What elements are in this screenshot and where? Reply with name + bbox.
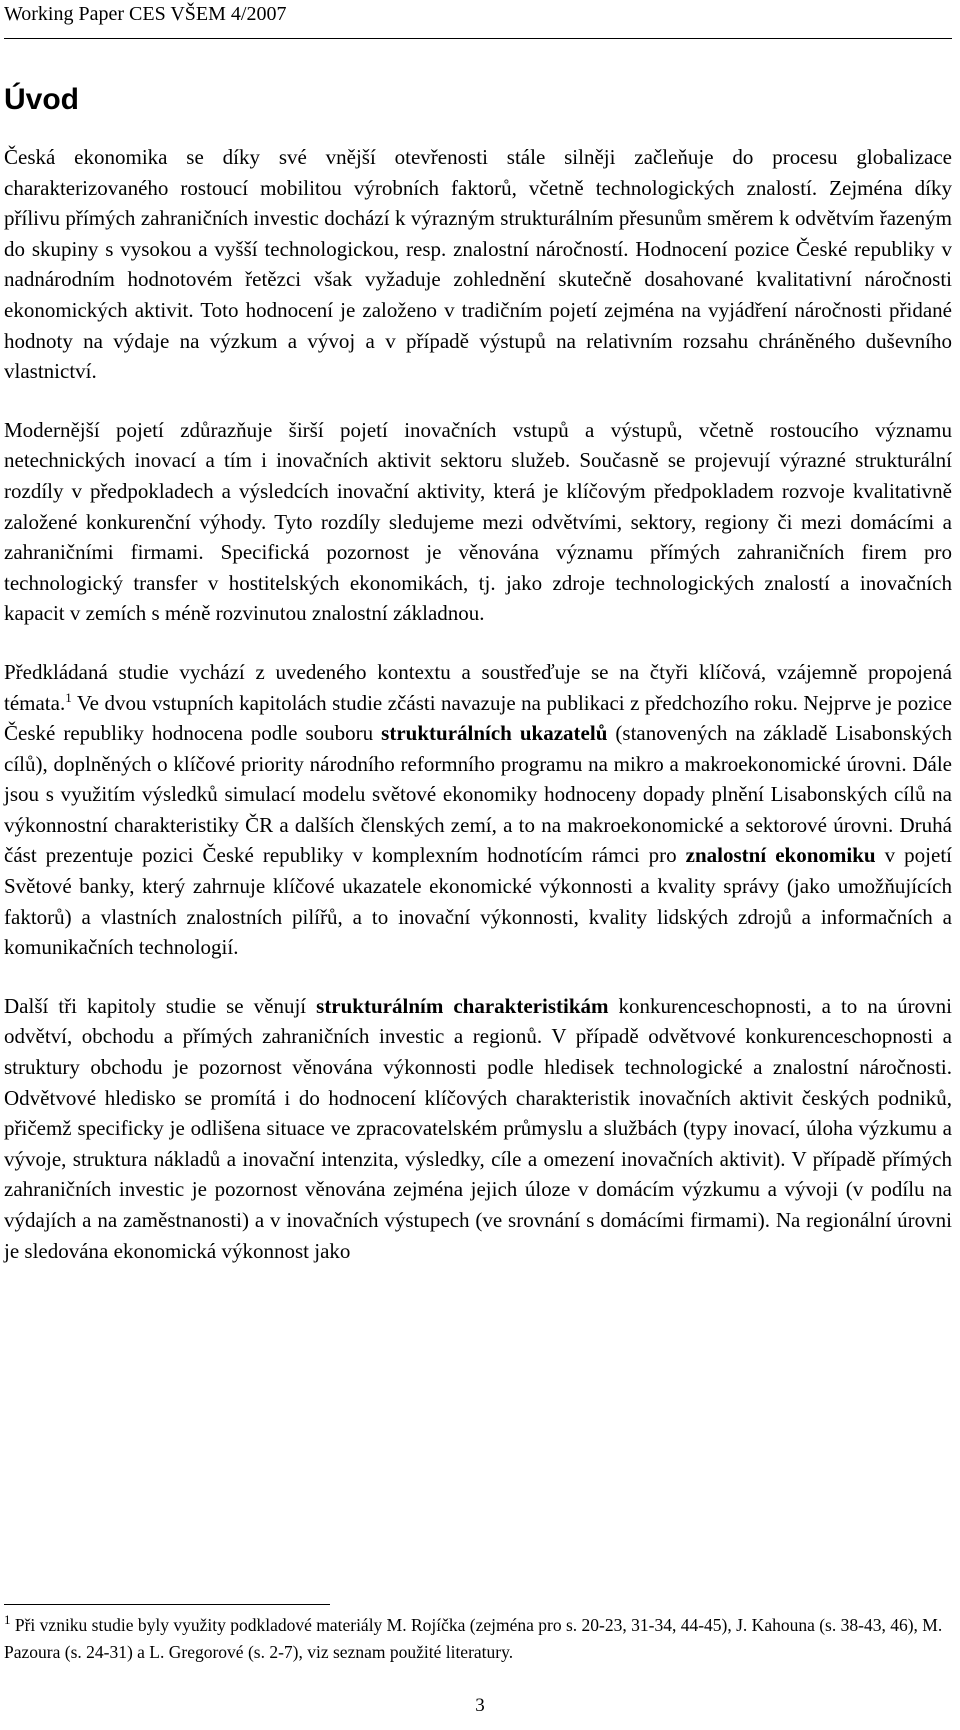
footnote-text: Při vzniku studie byly využity podkladové materiály M. Rojíčka (zejména pro s. 20-23, 31-34, 44-45), J. Kahouna (s. 38-43, 46), M. Pazoura (s. 24-31) a L. Gregorové (s. 2-7), viz seznam použité literatury. <box>4 1615 943 1662</box>
paragraph-text: Modernější pojetí zdůrazňuje širší pojetí inovačních vstupů a výstupů, včetně rostoucího významu netechnických inovací a tím i inovačních aktivit sektoru služeb. Současně se projevují výrazné strukturální rozdíly v předpokladech a výsledcích inovační aktivity, která je klíčovým předpokladem rozvoje kvalitativně založené konkurenční výhody. Tyto rozdíly sledujeme mezi odvětvími, sektory, regiony či mezi domácími a zahraničními firmami. Specifická pozornost je věnována významu přímých zahraničních firem pro technologický transfer v hostitelských ekonomikách, tj. jako zdroje technologických znalostí a inovačních kapacit v zemích s méně rozvinutou znalostní základnou. <box>4 417 952 626</box>
bold-term: strukturálním charakteristikám <box>316 993 609 1018</box>
bold-term: strukturálních ukazatelů <box>381 721 608 746</box>
paragraph <box>4 142 952 387</box>
header-divider <box>4 38 952 39</box>
footnote-reference: 1 <box>65 689 72 705</box>
paragraph-text: Česká ekonomika se díky své vnější otevřenosti stále silněji začleňuje do procesu globalizace charakterizovaného rostoucí mobilitou výrobních faktorů, včetně technologických znalostí. Zejména díky přílivu přímých zahraničních investic dochází k výrazným strukturálním přesunům směrem k odvětvím řazeným do skupiny s vysokou a vyšší technologickou, resp. znalostní náročností. Hodnocení pozice České republiky v nadnárodním hodnotovém řetězci však vyžaduje zohlednění skutečně dosahované kvalitativní náročnosti ekonomických aktivit. Toto hodnocení je založeno v tradičním pojetí zejména na vyjádření náročnosti přidané hodnoty na výdaje na výzkum a vývoj a v případě výstupů na relativním rozsahu chráněného duševního vlastnictví. <box>4 145 952 384</box>
footnote-marker: 1 <box>4 1612 11 1628</box>
running-header: Working Paper CES VŠEM 4/2007 <box>4 3 287 25</box>
paragraph <box>4 415 952 629</box>
page-number: 3 <box>475 1695 485 1716</box>
footnote-divider <box>4 1604 330 1605</box>
footnote <box>4 1612 952 1666</box>
bold-term: znalostní ekonomiku <box>685 843 876 868</box>
paragraph-text: v pojetí Světové banky, který zahrnuje klíčové ukazatele ekonomické výkonnosti a kvality správy (jako umožňujících faktorů) a vlastních znalostních pilířů, a to inovační výkonnosti, kvality lidských zdrojů a informačních a komunikačních technologií. <box>4 843 952 960</box>
paragraph <box>4 657 952 963</box>
paragraph-text: Další tři kapitoly studie se věnují <box>4 993 317 1018</box>
body-text <box>4 142 952 1294</box>
paragraph <box>4 991 952 1266</box>
paragraph-text: Ve dvou vstupních kapitolách studie zčásti navazuje na publikaci z předchozího roku. Nejprve je pozice České republiky hodnocena podle souboru <box>4 690 952 746</box>
section-title: Úvod <box>4 83 79 116</box>
paragraph-text: konkurenceschopnosti, a to na úrovni odvětví, obchodu a přímých zahraničních investic a regionů. V případě odvětvové konkurenceschopnosti a struktury obchodu je pozornost věnována výkonnosti podle hledisek technologické a znalostní náročnosti. Odvětvové hledisko se promítá i do hodnocení klíčových charakteristik inovačních aktivit českých podniků, přičemž specificky je odlišena situace ve zpracovatelském průmyslu a službách (typy inovací, úloha výzkumu a vývoje, struktura nákladů a inovační intenzita, výsledky, cíle a omezení inovačních aktivit). V případě přímých zahraničních investic je pozornost věnována zejména jejich úloze v domácím výzkumu a vývoji (v podílu na výdajích a na zaměstnanosti) a v inovačních výstupech (ve srovnání s domácími firmami). Na regionální úrovni je sledována ekonomická výkonnost jako <box>4 993 952 1263</box>
paragraph-text: (stanovených na základě Lisabonských cílů), doplněných o klíčové priority národního reformního programu na mikro a makroekonomické úrovni. Dále jsou s využitím výsledků simulací modelu světové ekonomiky hodnoceny dopady plnění Lisabonských cílů na výkonnostní charakteristiky ČR a dalších členských zemí, a to na makroekonomické a sektorové úrovni. Druhá část prezentuje pozici České republiky v komplexním hodnotícím rámci pro <box>4 721 952 868</box>
paragraph-text: Předkládaná studie vychází z uvedeného kontextu a soustřeďuje se na čtyři klíčová, vzájemně propojená témata. <box>4 659 952 715</box>
